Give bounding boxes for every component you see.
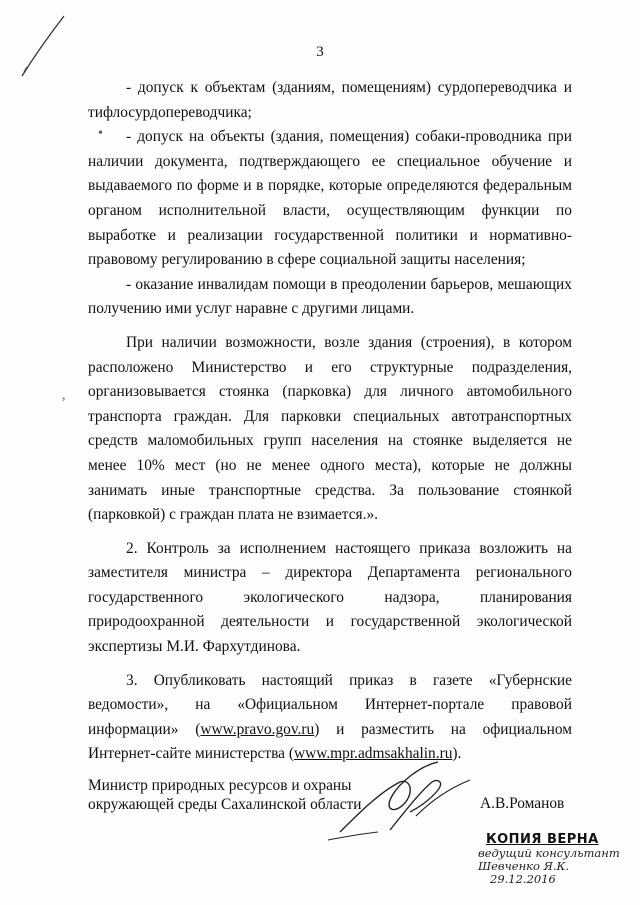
link-pravo-gov[interactable]: www.pravo.gov.ru bbox=[200, 720, 315, 738]
paragraph-control-clause: 2. Контроль за исполнением настоящего приказа возложить на заместителя министра – директора Департамента регионального государственного экологического надзора, планирования природоохранной деятельности и государственной экологической экспертизы М.И. Фархутдинова. bbox=[88, 539, 572, 656]
paragraph-parking: При наличии возможности, возле здания (строения), в котором расположено Министерство и его структурные подразделения, организовывается стоянка (парковка) для личного автомобильного транспорта граждан. Для парковки специальных автотранспортных средств маломобильных групп населения на стоянке выделяется не менее 10% мест (но не менее одного места), которые не должны занимать иные транспортные средства. За пользование стоянкой (парковкой) с граждан плата не взимается.». bbox=[88, 333, 572, 524]
stamp-title: КОПИЯ ВЕРНА bbox=[486, 832, 599, 847]
paragraph-sign-language-access: - допуск к объектам (зданиям, помещениям) сурдопереводчика и тифлосурдопереводчика; bbox=[88, 79, 572, 121]
margin-dot: • bbox=[98, 126, 103, 141]
paragraph-barrier-assistance: - оказание инвалидам помощи в преодолении барьеров, мешающих получению ими услуг наравне с другими лицами. bbox=[88, 275, 572, 318]
signer-name: А.В.Романов bbox=[480, 795, 565, 812]
publication-text-1: 3. Опубликовать настоящий приказ в газете «Губернские ведомости», на «Официальном Интернет-портале правовой информации» ( bbox=[88, 671, 572, 738]
page-number: 3 bbox=[316, 44, 324, 60]
stamp-position: ведущий консультант bbox=[478, 846, 620, 860]
link-mpr-admsakhalin[interactable]: www.mpr.admsakhalin.ru bbox=[293, 745, 453, 763]
margin-tick: , bbox=[62, 388, 66, 403]
handwritten-signature bbox=[320, 752, 480, 842]
signer-title-line-2: окружающей среды Сахалинской области bbox=[88, 796, 362, 813]
signer-title-line-1: Министр природных ресурсов и охраны bbox=[88, 777, 352, 794]
publication-text-2: ) и разместить на официальном Интернет-сайте министерства ( bbox=[88, 720, 573, 763]
stamp-date: 29.12.2016 bbox=[490, 872, 556, 886]
document-body bbox=[88, 76, 572, 767]
paragraph-guide-dog-access: - допуск на объекты (здания, помещения) собаки-проводника при наличии документа, подтверждающего ее специальное обучение и выдаваемого по форме и в порядке, которые определяются федеральным органом исполнительной власти, осуществляющим функции по выработке и реализации государственной политики и нормативно-правовому регулированию в сфере социальной защиты населения; bbox=[88, 128, 572, 269]
publication-text-3: ). bbox=[452, 745, 462, 763]
copy-certified-stamp bbox=[478, 832, 628, 886]
stamp-signer: Шевченко Я.К. bbox=[478, 859, 570, 873]
